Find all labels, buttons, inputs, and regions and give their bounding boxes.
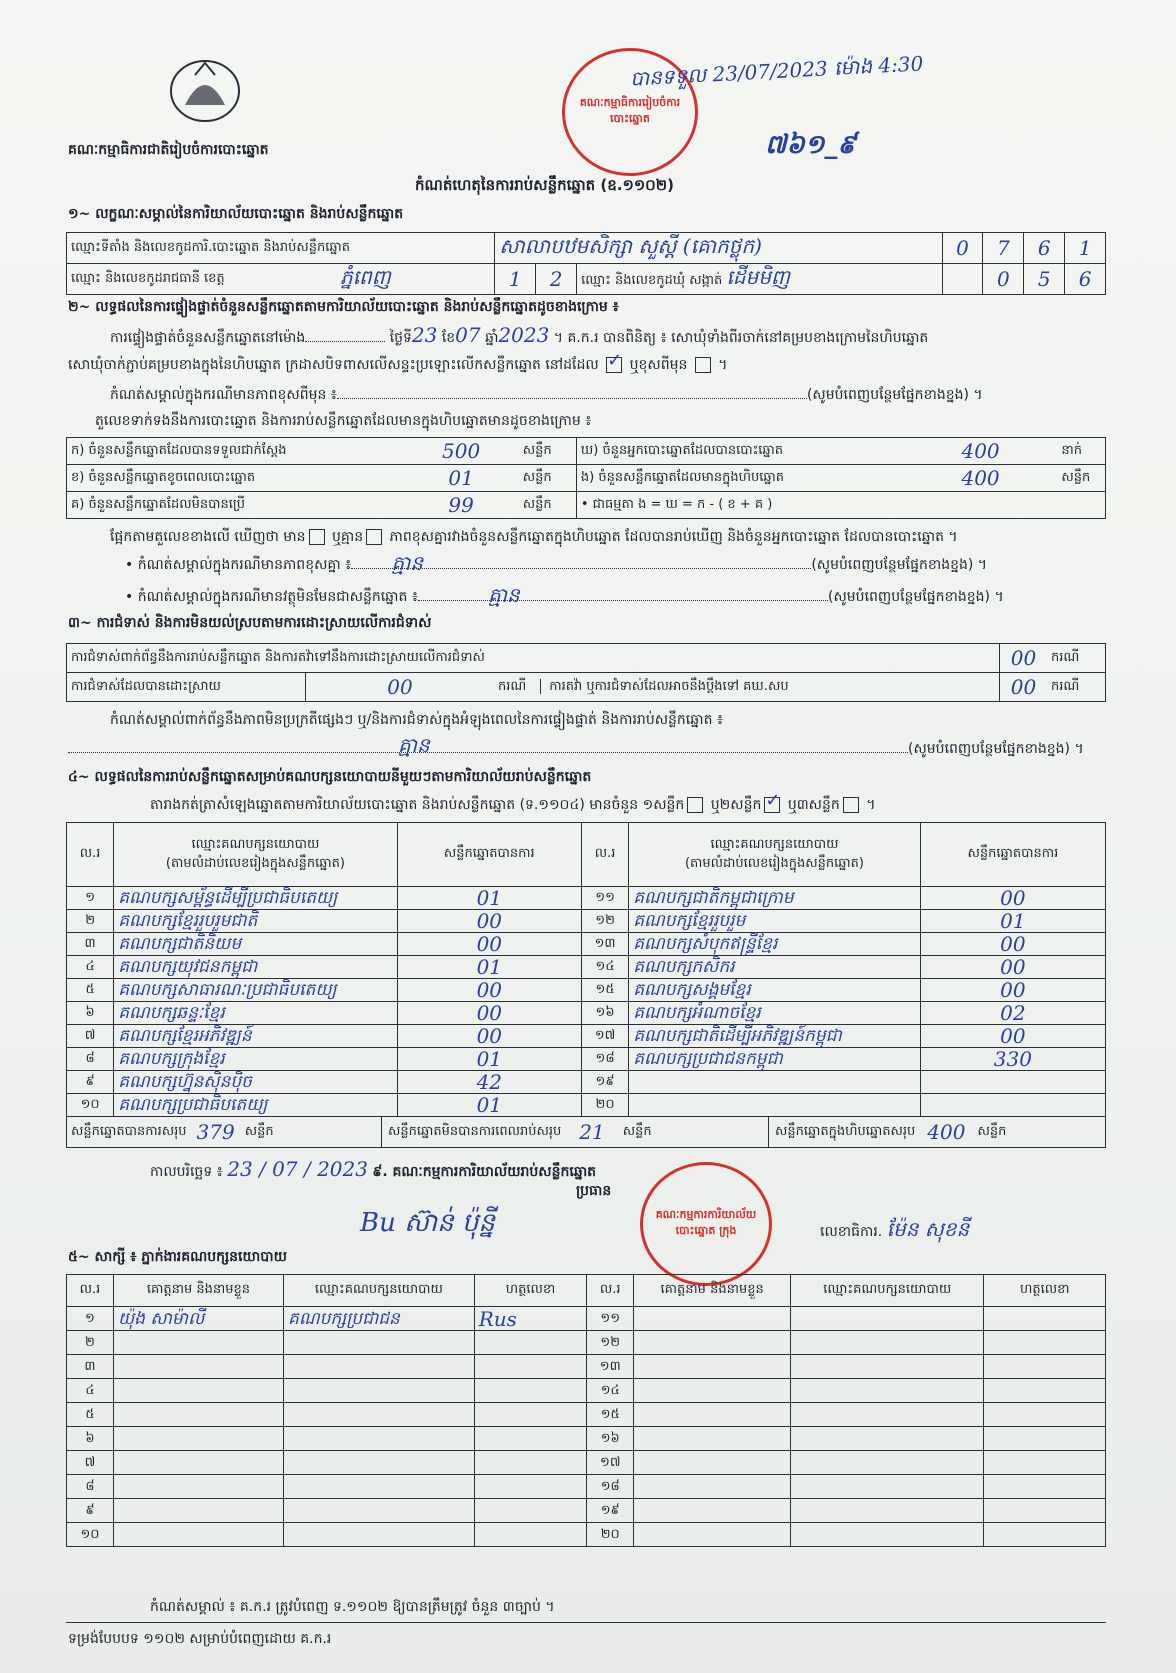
party-name: គណបក្សសាធារណៈប្រជាធិបតេយ្យ <box>114 979 397 1002</box>
witness-no: ៩ <box>67 1499 114 1523</box>
witness-name <box>113 1403 283 1427</box>
same-checkbox[interactable] <box>606 357 622 373</box>
col-name: គោត្តនាម និងនាមខ្លួន <box>634 1275 791 1307</box>
party-votes: 00 <box>397 910 581 933</box>
witness-row <box>67 1331 1106 1355</box>
witness-row <box>67 1523 1106 1547</box>
witness-signature: Rus <box>474 1307 587 1331</box>
station-name-value: សាលាបឋមសិក្សា សួស្តី (គោកថ្លុក) <box>495 233 942 264</box>
received-value: 500 <box>404 438 519 465</box>
unused-value: 99 <box>404 492 519 519</box>
complaints-label: ការជំទាស់ពាក់ព័ន្ធនឹងការរាប់សន្លឹកឆ្នោត និងការតវ៉ាទៅនឹងការដោះស្រាយលើការជំទាស់ <box>67 644 1000 673</box>
party-name: គណបក្សសម្ព័ន្ធដើម្បីប្រជាធិបតេយ្យ <box>114 887 397 910</box>
party-no: ១ <box>67 887 114 910</box>
province-code-digit: 2 <box>536 264 577 295</box>
total-box-value: 400 <box>927 1120 966 1144</box>
total-invalid-label: សន្លឹកឆ្នោតមិនបានការពេលរាប់សរុប <box>388 1123 562 1139</box>
note-difference-value: គ្មាន <box>391 551 424 575</box>
witness-row <box>67 1427 1106 1451</box>
witness-party <box>284 1355 475 1379</box>
party-results-table <box>66 822 1106 1148</box>
party-votes: 01 <box>397 887 581 910</box>
witness-no: ១ <box>67 1307 114 1331</box>
total-valid-label: សន្លឹកឆ្នោតបានការសរុប <box>71 1123 187 1139</box>
witness-party <box>284 1403 475 1427</box>
party-no: ៣ <box>67 933 114 956</box>
party-no: ៦ <box>67 1002 114 1025</box>
witness-signature <box>984 1475 1106 1499</box>
witness-signature <box>984 1331 1106 1355</box>
party-name: គណបក្សសង្គមខ្មែរ <box>629 979 921 1002</box>
party-result-row <box>67 887 1106 910</box>
witness-no: ២០ <box>587 1523 634 1547</box>
section3-note: កំណត់សម្គាល់ពាក់ព័ន្ធនឹងភាពមិនប្រក្រតីផ្សេងៗ ឬ/និងការជំទាស់ក្នុងអំឡុងពេលនៃការផ្ទៀងផ្ទាត់ និងការរាប់សន្លឹកឆ្នោត ៖ <box>110 712 724 728</box>
complaints-table <box>66 643 1106 702</box>
one-sheet-checkbox[interactable] <box>687 797 703 813</box>
witness-no: ១០ <box>67 1523 114 1547</box>
witness-party <box>284 1523 475 1547</box>
unused-label: គ) ចំនួនសន្លឹកឆ្នោតដែលមិនបានប្រើ <box>67 492 404 519</box>
witness-signature <box>474 1403 587 1427</box>
party-no: ១៧ <box>581 1025 628 1048</box>
different-checkbox[interactable] <box>695 357 711 373</box>
witness-name <box>634 1403 791 1427</box>
check-day: 23 <box>411 323 438 347</box>
witness-no: ៤ <box>67 1379 114 1403</box>
ballots-in-box-label: ង) ចំនួនសន្លឹកឆ្នោតដែលមានក្នុងហិបឆ្នោត <box>576 465 903 492</box>
party-result-row <box>67 933 1106 956</box>
party-name: គណបក្សជាតិនិយម <box>114 933 397 956</box>
complaints-value: 00 <box>1000 644 1047 673</box>
witness-name <box>113 1499 283 1523</box>
check-month: 07 <box>455 323 481 347</box>
col-sign: ហត្ថលេខា <box>474 1275 587 1307</box>
witness-no: ២ <box>67 1331 114 1355</box>
station-label: ឈ្មោះទីតាំង និងលេខកូដការិ.បោះឆ្នោត និងរាប់សន្លឹកឆ្នោត <box>67 233 495 264</box>
section5-title: ៥~ សាក្សី ៖ ភ្នាក់ងារគណបក្សនយោបាយ <box>68 1249 287 1265</box>
note-foreign-value: គ្មាន <box>488 583 520 607</box>
witness-name <box>634 1475 791 1499</box>
unit: សន្លឹក <box>1057 465 1105 492</box>
witness-no: ១៩ <box>587 1499 634 1523</box>
party-no: ១៩ <box>581 1071 628 1094</box>
party-votes: 330 <box>920 1048 1105 1071</box>
official-stamp-top: គណៈកម្មាធិការរៀបចំការបោះឆ្នោត <box>562 48 698 176</box>
party-name: គណបក្សជាតិដើម្បីអភិវឌ្ឍន៍កម្ពុជា <box>629 1025 921 1048</box>
date-line: កាលបរិច្ឆេទ ៖ 23 / 07 / 2023 ៩. គណៈកម្មការការិយាល័យរាប់សន្លឹកឆ្នោត <box>150 1157 597 1181</box>
witness-row <box>67 1403 1106 1427</box>
witness-signature <box>474 1427 587 1451</box>
party-no: ១៥ <box>581 979 628 1002</box>
party-no: ១៣ <box>581 933 628 956</box>
party-name: គណបក្សយុវជនកម្ពុជា <box>114 956 397 979</box>
witness-no: ១២ <box>587 1331 634 1355</box>
secretary-line: លេខាធិការ. ម៉ែន សុខនី <box>820 1217 970 1241</box>
party-result-row <box>67 1048 1106 1071</box>
section2-para4: តួលេខទាក់ទងនឹងការបោះឆ្នោត និងការរាប់សន្លឹកឆ្នោតដែលមានក្នុងហិបឆ្នោតមានដូចខាងក្រោម ៖ <box>95 413 592 429</box>
party-result-row <box>67 1025 1106 1048</box>
unit: សន្លឹក <box>519 465 577 492</box>
party-name: គណបក្សខ្មែររួបរួម <box>629 910 921 933</box>
witness-party <box>791 1475 984 1499</box>
witness-party <box>284 1331 475 1355</box>
province-code-digit: 1 <box>495 264 536 295</box>
party-no: ៨ <box>67 1048 114 1071</box>
party-votes: 00 <box>397 1025 581 1048</box>
chair-signature: Bu ស៊ាន់ ប៉ុន្នី <box>360 1208 495 1238</box>
party-no: ៩ <box>67 1071 114 1094</box>
section2-para1: ការផ្ទៀងផ្ទាត់ចំនួនសន្លឹកឆ្នោតនៅម៉ោង ថ្ងៃទី23 ខែ07 ឆ្នាំ2023 ។ គ.ក.រ បានពិនិត្យ ៖ សោឃុំទាំងពីរចាក់នៅគម្របខាងក្រោមនៃហិបឆ្នោត <box>110 323 929 347</box>
witness-name: យ៉ុង សាម៉ាលី <box>113 1307 283 1331</box>
witness-signature <box>984 1307 1106 1331</box>
party-votes: 02 <box>920 1002 1105 1025</box>
party-result-row <box>67 1094 1106 1117</box>
party-name: គណបក្សក្រុងខ្មែរ <box>114 1048 397 1071</box>
witness-signature <box>984 1379 1106 1403</box>
party-name <box>629 1071 921 1094</box>
witness-name <box>634 1307 791 1331</box>
total-box-label: សន្លឹកឆ្នោតក្នុងហិបឆ្នោតសរុប <box>775 1123 916 1139</box>
province-label: ឈ្មោះ និងលេខកូដរាជធានី ខេត្ត <box>67 264 495 295</box>
party-name: គណបក្សកសិករ <box>629 956 921 979</box>
party-votes: 00 <box>920 956 1105 979</box>
party-no: ១២ <box>581 910 628 933</box>
witness-signature <box>984 1499 1106 1523</box>
station-number-handwritten: ៧៦១_៩ <box>765 130 856 160</box>
station-code-digit: 0 <box>942 233 983 264</box>
station-code-digit: 7 <box>983 233 1024 264</box>
party-no: ១០ <box>67 1094 114 1117</box>
col-party: ឈ្មោះគណបក្សនយោបាយ <box>284 1275 475 1307</box>
witness-signature <box>984 1355 1106 1379</box>
resolved-label: ការជំទាស់ដែលបានដោះស្រាយ <box>67 673 306 702</box>
total-valid-value: 379 <box>196 1120 235 1144</box>
witness-signature <box>474 1523 587 1547</box>
witness-party <box>791 1451 984 1475</box>
official-stamp-bottom: គណៈកម្មការការិយាល័យបោះឆ្នោត ក្រុង <box>640 1162 772 1286</box>
party-no: ១១ <box>581 887 628 910</box>
witness-name <box>113 1331 283 1355</box>
voters-label: ឃ) ចំនួនអ្នកបោះឆ្នោតដែលបានបោះឆ្នោត <box>576 438 903 465</box>
witness-signature <box>984 1451 1106 1475</box>
witness-name <box>113 1379 283 1403</box>
unit: ករណី <box>1047 644 1106 673</box>
check-year: 2023 <box>498 323 550 347</box>
witness-party <box>791 1523 984 1547</box>
commune-code-digit: 5 <box>1024 264 1065 295</box>
section4-title: ៤~ លទ្ធផលនៃការរាប់សន្លឹកឆ្នោតសម្រាប់គណបក្សនយោបាយនីមួយៗតាមការិយាល័យរាប់សន្លឹកឆ្នោត <box>68 769 592 785</box>
col-no: ល.រ <box>67 1275 114 1307</box>
has-difference-checkbox[interactable] <box>309 529 325 545</box>
witness-party <box>791 1403 984 1427</box>
resolved-value: 00 <box>306 673 495 702</box>
party-votes: 00 <box>920 1025 1105 1048</box>
nec-logo <box>165 55 245 127</box>
section4-intro: តារាងកត់ត្រាសំឡេងឆ្នោតតាមការិយាល័យបោះឆ្នោត និងរាប់សន្លឹកឆ្នោត (ទ.១១០៤) មានចំនួន ១សន្លឹក ឬ២សន្លឹក✓ ឬ៣សន្លឹក ។ <box>150 796 875 814</box>
commune-label: ឈ្មោះ និងលេខកូដឃុំ សង្កាត់ <box>581 273 723 288</box>
witness-no: ១៥ <box>587 1403 634 1427</box>
party-votes: 00 <box>920 933 1105 956</box>
witness-signature <box>474 1475 587 1499</box>
col-votes: សន្លឹកឆ្នោតបានការ <box>920 823 1105 887</box>
witness-row <box>67 1355 1106 1379</box>
witness-party <box>791 1427 984 1451</box>
formula: • ជាធម្មតា ង = ឃ = ក - ( ខ + គ ) <box>576 492 1105 519</box>
witness-name <box>113 1523 283 1547</box>
party-name: គណបក្សជាតិកម្ពុជាក្រោម <box>629 887 921 910</box>
unit: ករណី <box>1047 673 1106 702</box>
witness-name <box>634 1427 791 1451</box>
appeal-value: 00 <box>1000 673 1047 702</box>
commune-name-value: ដើមមិញ <box>726 265 790 289</box>
party-votes: 01 <box>397 1048 581 1071</box>
party-name: គណបក្សប្រជាធិបតេយ្យ <box>114 1094 397 1117</box>
party-name: គណបក្សខ្មែរអភិវឌ្ឍន៍ <box>114 1025 397 1048</box>
three-sheets-checkbox[interactable] <box>843 797 859 813</box>
chair-label: ប្រធាន <box>576 1183 612 1199</box>
appeal-label: ការតវ៉ា ឬការជំទាស់ដែលអាចនឹងប្តឹងទៅ គឃ.សប <box>540 679 788 694</box>
party-votes: 00 <box>397 979 581 1002</box>
section2-title: ២~ លទ្ធផលនៃការផ្ទៀងផ្ទាត់ចំនួនសន្លឹកឆ្នោតតាមការិយាល័យបោះឆ្នោត និងរាប់សន្លឹកឆ្នោតដូចខាងក្រោម ៖ <box>68 299 619 315</box>
witness-signature <box>984 1403 1106 1427</box>
witness-name <box>634 1355 791 1379</box>
station-code-digit: 6 <box>1024 233 1065 264</box>
witness-party <box>791 1379 984 1403</box>
witness-row <box>67 1307 1106 1331</box>
unit: សន្លឹក <box>519 492 577 519</box>
witness-party <box>791 1307 984 1331</box>
party-votes <box>920 1094 1105 1117</box>
witness-name <box>634 1379 791 1403</box>
witness-row <box>67 1451 1106 1475</box>
witness-no: ៣ <box>67 1355 114 1379</box>
secretary-signature: ម៉ែន សុខនី <box>886 1217 970 1241</box>
witness-no: ១១ <box>587 1307 634 1331</box>
party-no: ៥ <box>67 979 114 1002</box>
witness-no: ១៣ <box>587 1355 634 1379</box>
witness-table <box>66 1274 1106 1547</box>
witness-name <box>113 1427 283 1451</box>
col-party: ឈ្មោះគណបក្សនយោបាយ <box>791 1275 984 1307</box>
ballots-in-box-value: 400 <box>904 465 1058 492</box>
witness-party <box>284 1451 475 1475</box>
party-name: គណបក្សប្រជាជនកម្ពុជា <box>629 1048 921 1071</box>
unit: នាក់ <box>1057 438 1105 465</box>
col-votes: សន្លឹកឆ្នោតបានការ <box>397 823 581 887</box>
commune-code-digit: 6 <box>1065 264 1106 295</box>
col-no: ល.រ <box>581 823 628 887</box>
party-votes: 00 <box>920 979 1105 1002</box>
voters-value: 400 <box>904 438 1058 465</box>
party-name <box>629 1094 921 1117</box>
col-party: ឈ្មោះគណបក្សនយោបាយ (តាមលំដាប់លេខរៀងក្នុងសន្លឹកឆ្នោត) <box>629 823 921 887</box>
col-sign: ហត្ថលេខា <box>984 1275 1106 1307</box>
section3-note-value: គ្មាន <box>398 733 430 757</box>
party-no: ១៤ <box>581 956 628 979</box>
party-votes: 42 <box>397 1071 581 1094</box>
footer-divider <box>66 1622 1106 1623</box>
col-no: ល.រ <box>67 823 114 887</box>
witness-signature <box>474 1331 587 1355</box>
witness-no: ១៨ <box>587 1475 634 1499</box>
witness-signature <box>474 1499 587 1523</box>
party-votes: 01 <box>920 910 1105 933</box>
witness-name <box>113 1451 283 1475</box>
blank-cell <box>942 264 983 295</box>
ballot-count-table <box>66 437 1106 519</box>
party-name: គណបក្សអំណាចខ្មែរ <box>629 1002 921 1025</box>
witness-no: ៦ <box>67 1427 114 1451</box>
witness-signature <box>984 1523 1106 1547</box>
witness-name <box>634 1331 791 1355</box>
two-sheets-checkbox[interactable] <box>764 797 780 813</box>
col-party: ឈ្មោះគណបក្សនយោបាយ (តាមលំដាប់លេខរៀងក្នុងសន្លឹកឆ្នោត) <box>114 823 397 887</box>
witness-name <box>634 1451 791 1475</box>
witness-row <box>67 1379 1106 1403</box>
party-no: ៤ <box>67 956 114 979</box>
party-votes: 00 <box>397 933 581 956</box>
witness-name <box>634 1499 791 1523</box>
witness-no: ១៦ <box>587 1427 634 1451</box>
col-name: គោត្តនាម និងនាមខ្លួន <box>113 1275 283 1307</box>
witness-signature <box>474 1379 587 1403</box>
total-invalid-value: 21 <box>579 1120 605 1144</box>
section1-title: ១~ លក្ខណៈសម្គាល់នៃការិយាល័យបោះឆ្នោត និងរាប់សន្លឹកឆ្នោត <box>68 206 404 222</box>
party-no: ១៨ <box>581 1048 628 1071</box>
witness-signature <box>474 1451 587 1475</box>
section2-para2: សោឃុំចាក់ភ្ជាប់គម្របខាងក្នុងនៃហិបឆ្នោត ក្រដាសបិទពាសលើសន្ទះប្រឡោះលើកសន្លឹកឆ្នោត នៅដដែល ✓ ឬខុសពីមុន ។ <box>68 356 728 374</box>
witness-party <box>284 1379 475 1403</box>
party-votes <box>920 1071 1105 1094</box>
witness-signature <box>474 1355 587 1379</box>
party-result-row <box>67 1071 1106 1094</box>
witness-party <box>791 1355 984 1379</box>
footnote: កំណត់សម្គាល់ ៖ គ.ក.រ ត្រូវបំពេញ ទ.១១០២ ឱ្យបានត្រឹមត្រូវ ចំនួន ៣ច្បាប់ ។ <box>150 1599 555 1615</box>
section2-para3: កំណត់សម្គាល់ក្នុងករណីមានភាពខុសពីមុន ៖ (សូមបំពេញបន្ថែមផ្នែកខាងខ្នង) ។ <box>110 387 983 403</box>
note-foreign-object: • កំណត់សម្គាល់ក្នុងករណីមានវត្ថុមិនមែនជាសន្លឹកឆ្នោត ៖ គ្មាន (សូមបំពេញបន្ថែមផ្នែកខាងខ្នង) ។ <box>125 583 1004 607</box>
party-name: គណបក្សសំបុកឥន្ទ្រីខ្មែរ <box>629 933 921 956</box>
party-result-row <box>67 979 1106 1002</box>
note-difference: • កំណត់សម្គាល់ក្នុងករណីមានភាពខុសគ្នា ៖ គ្មាន (សូមបំពេញបន្ថែមផ្នែកខាងខ្នង) ។ <box>125 551 988 575</box>
date-value: 23 / 07 / 2023 <box>227 1157 368 1181</box>
witness-row <box>67 1499 1106 1523</box>
party-result-row <box>67 956 1106 979</box>
witness-name <box>113 1475 283 1499</box>
spoiled-value: 01 <box>404 465 519 492</box>
witness-no: ៧ <box>67 1451 114 1475</box>
party-votes: 01 <box>397 956 581 979</box>
party-no: ៧ <box>67 1025 114 1048</box>
col-no: ល.រ <box>587 1275 634 1307</box>
witness-party: គណបក្សប្រជាជន <box>284 1307 475 1331</box>
witness-no: ៨ <box>67 1475 114 1499</box>
totals-row: សន្លឹកឆ្នោតបានការសរុប 379 សន្លឹក សន្លឹកឆ្នោតមិនបានការពេលរាប់សរុប 21 សន្លឹក សន្លឹកឆ្នោតក្នុងហិបឆ្នោតសរុប 400 សន្លឹក <box>67 1117 1106 1148</box>
spoiled-label: ខ) ចំនួនសន្លឹកឆ្នោតខូចពេលបោះឆ្នោត <box>67 465 404 492</box>
section3-note-line: គ្មាន (សូមបំពេញបន្ថែមផ្នែកខាងខ្នង) ។ <box>68 740 1084 758</box>
party-votes: 00 <box>920 887 1105 910</box>
party-no: ១៦ <box>581 1002 628 1025</box>
section3-title: ៣~ ការជំទាស់ និងការមិនយល់ស្របតាមការដោះស្រាយលើការជំទាស់ <box>68 615 432 631</box>
party-name: គណបក្សហ្វ៊ុនស៊ិនប៉ិច <box>114 1071 397 1094</box>
party-no: ២០ <box>581 1094 628 1117</box>
received-note: បានទទួល 23/07/2023 ម៉ោង 4:30 <box>629 51 924 91</box>
received-label: ក) ចំនួនសន្លឹកឆ្នោតដែលបានទទួលជាក់ស្តែង <box>67 438 404 465</box>
party-name: គណបក្សខ្មែររួបរួមជាតិ <box>114 910 397 933</box>
form-title: កំណត់ហេតុនៃការរាប់សន្លឹកឆ្នោត (ឧ.១១០២) <box>415 176 675 194</box>
witness-party <box>284 1499 475 1523</box>
unit: ករណី <box>498 678 527 694</box>
party-no: ២ <box>67 910 114 933</box>
witness-row <box>67 1475 1106 1499</box>
party-votes: 00 <box>397 1002 581 1025</box>
org-name: គណៈកម្មាធិការជាតិរៀបចំការបោះឆ្នោត <box>68 142 269 158</box>
witness-party <box>791 1331 984 1355</box>
unit: សន្លឹក <box>519 438 577 465</box>
witness-party <box>284 1475 475 1499</box>
footer-text: ទម្រង់បែបបទ ១១០២ សម្រាប់បំពេញដោយ គ.ក.រ <box>68 1631 332 1647</box>
party-result-row <box>67 910 1106 933</box>
commune-code-digit: 0 <box>983 264 1024 295</box>
discrepancy-line: ផ្អែកតាមតួលេខខាងលើ ឃើញថា មាន ឬគ្មាន ភាពខុសគ្នារវាងចំនួនសន្លឹកឆ្នោតក្នុងហិបឆ្នោត ដែលបានរាប់ឃើញ និងចំនួនអ្នកបោះឆ្នោត ដែលបានបោះឆ្នោត ។ <box>110 529 958 545</box>
station-code-digit: 1 <box>1065 233 1106 264</box>
witness-party <box>284 1427 475 1451</box>
party-name: គណបក្សឆន្ទៈខ្មែរ <box>114 1002 397 1025</box>
party-votes: 01 <box>397 1094 581 1117</box>
party-result-row <box>67 1002 1106 1025</box>
witness-no: ១៤ <box>587 1379 634 1403</box>
witness-no: ៥ <box>67 1403 114 1427</box>
witness-name <box>634 1523 791 1547</box>
province-name-value: ភ្នំពេញ <box>340 265 391 289</box>
witness-name <box>113 1355 283 1379</box>
no-difference-checkbox[interactable] <box>366 529 382 545</box>
witness-party <box>791 1499 984 1523</box>
witness-signature <box>984 1427 1106 1451</box>
witness-no: ១៧ <box>587 1451 634 1475</box>
section1-table <box>66 232 1106 295</box>
